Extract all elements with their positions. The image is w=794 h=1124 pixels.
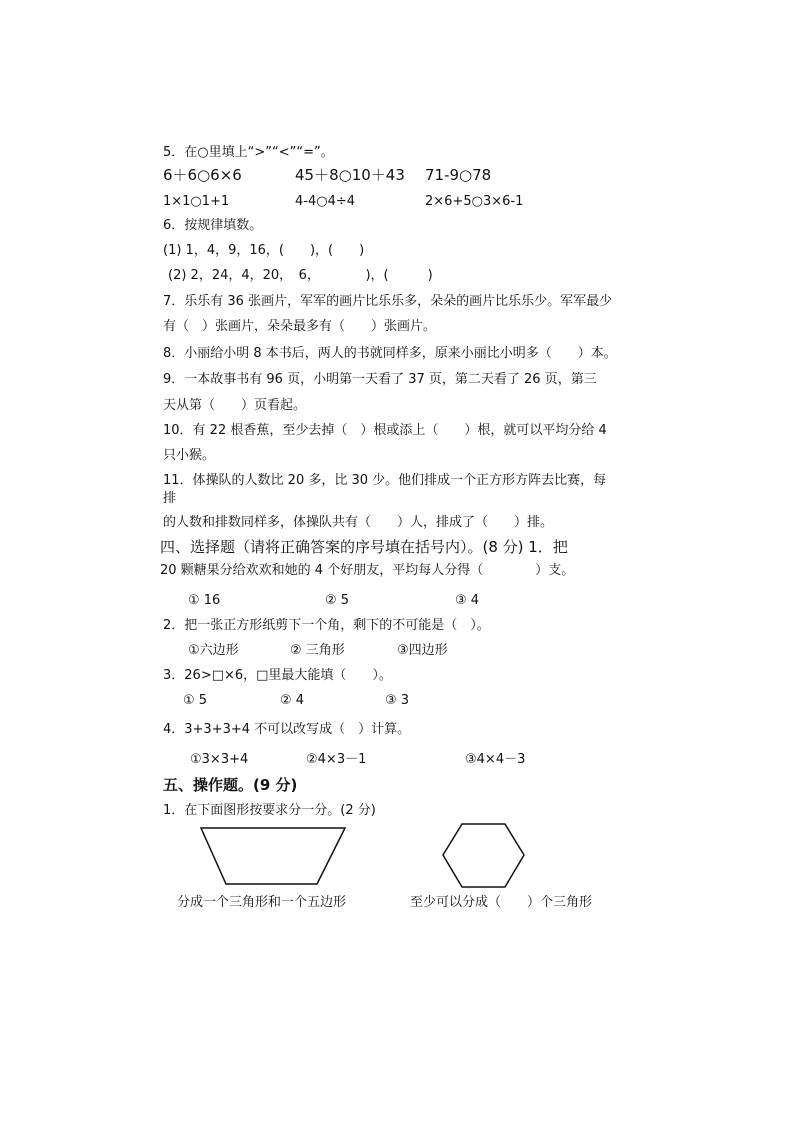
q1-option-2: ② 5 (325, 593, 350, 608)
q5-row1-a: 6＋6○6×6 (163, 166, 242, 184)
q3-option-3: ③ 3 (385, 693, 410, 708)
q3-text: 3．26>□×6，□里最大能填（ ）。 (163, 668, 392, 683)
q11-line1: 11．体操队的人数比 20 多，比 30 少。他们排成一个正方形方阵去比赛，每 (163, 473, 607, 488)
q2-option-1: ①六边形 (188, 643, 239, 658)
q11-line3: 的人数和排数同样多，体操队共有（ ）人，排成了（ ）排。 (163, 515, 554, 530)
q3-option-2: ② 4 (280, 693, 305, 708)
section5-title: 五、操作题。(9 分) (163, 776, 298, 794)
q4-option-1: ①3×3+4 (190, 752, 249, 767)
q6-line2: (2) 2，24，4，20， 6， )，( ) (168, 268, 433, 283)
q4-text: 4．3+3+3+4 不可以改写成（ ）计算。 (163, 722, 411, 737)
trapezoid-caption: 分成一个三角形和一个五边形 (177, 895, 347, 910)
q5-row1-c: 71-9○78 (425, 166, 492, 184)
q9-line1: 9．一本故事书有 96 页，小明第一天看了 37 页，第二天看了 26 页，第三 (163, 372, 597, 387)
q1-option-1: ① 16 (188, 593, 221, 608)
q3-option-1: ① 5 (183, 693, 208, 708)
q10-line1: 10．有 22 根香蕉，至少去掉（ ）根或添上（ ）根，就可以平均分给 4 (163, 423, 607, 438)
q7-line1: 7．乐乐有 36 张画片，军军的画片比乐乐多，朵朵的画片比乐乐少。军军最少 (163, 294, 613, 309)
q11-line2: 排 (163, 491, 177, 506)
q2-option-2: ② 三角形 (290, 643, 345, 658)
q5-row1-b: 45＋8○10＋43 (295, 166, 405, 184)
section5-q1: 1．在下面图形按要求分一分。(2 分) (163, 803, 376, 818)
q5-row2-c: 2×6+5○3×6-1 (425, 194, 524, 209)
section4-line1: 四、选择题（请将正确答案的序号填在括号内）。(8 分) 1．把 (160, 538, 568, 556)
q7-line2: 有（ ）张画片，朵朵最多有（ ）张画片。 (163, 319, 437, 334)
hexagon-caption: 至少可以分成（ ）个三角形 (410, 895, 593, 910)
section4-line2: 20 颗糖果分给欢欢和她的 4 个好朋友，平均每人分得（ ）支。 (160, 563, 575, 578)
q10-line2: 只小猴。 (163, 448, 216, 463)
q4-option-2: ②4×3－1 (306, 752, 367, 767)
q6-line1: (1) 1，4，9，16，( )，( ) (163, 243, 365, 258)
q8-line1: 8．小丽给小明 8 本书后，两人的书就同样多，原来小丽比小明多（ ）本。 (163, 346, 617, 361)
q5-row2-a: 1×1○1+1 (163, 194, 230, 209)
q4-option-3: ③4×4－3 (465, 752, 526, 767)
q2-text: 2．把一张正方形纸剪下一个角，剩下的不可能是（ ）。 (163, 618, 490, 633)
hexagon-figure (440, 822, 528, 890)
q5-row2-b: 4-4○4÷4 (295, 194, 356, 209)
q6-title: 6．按规律填数。 (163, 218, 263, 233)
q9-line2: 天从第（ ）页看起。 (163, 398, 307, 413)
q2-option-3: ③四边形 (397, 643, 448, 658)
q1-option-3: ③ 4 (455, 593, 480, 608)
q5-title: 5．在○里填上“>”“<”“=”。 (163, 145, 334, 160)
trapezoid-figure (199, 826, 349, 892)
